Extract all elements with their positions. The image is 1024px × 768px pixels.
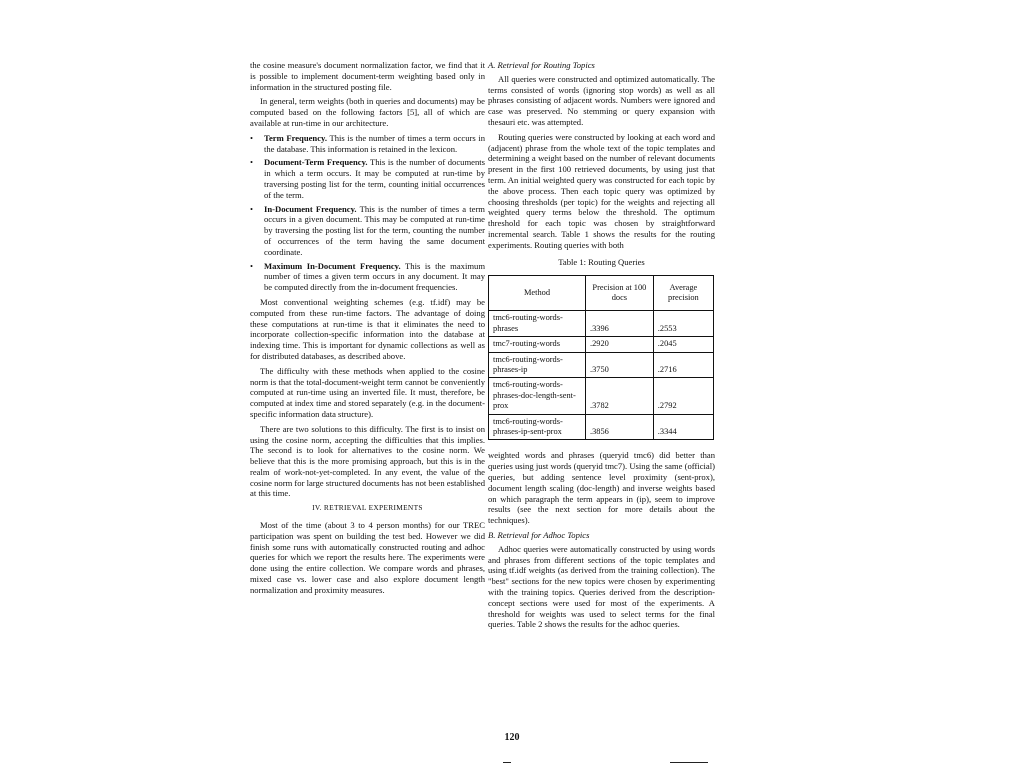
list-item-term: Maximum In-Document Frequency. <box>264 260 401 271</box>
column-header: Precision at 100 docs <box>586 276 654 311</box>
column-header: Method <box>489 276 586 311</box>
list-item-term: Term Frequency. <box>264 132 327 143</box>
list-item-text: This is the number of times a term occurs in a given document. This may be computed at run-time by traversing the posting list for the term, counting the number of occurrences of the term having the same document coordinate. <box>264 203 485 257</box>
list-item-text: This is the number of documents in which a term occurs. It may be computed at run-time by traversing posting list for the term, counting initial occurrences of the term. <box>264 157 485 200</box>
column-header: Average precision <box>653 276 713 311</box>
table-row <box>489 337 714 352</box>
table-cell: .3396 <box>586 311 654 337</box>
table-cell: .2792 <box>653 378 713 414</box>
paragraph: All queries were constructed and optimized automatically. The terms consisted of words (ignoring stop words) as well as all phrases consisting of adjacent words. Numbers were ignored and case was preserved. No stemming or query expansion with thesauri etc. was attempted. <box>488 73 715 127</box>
list-item <box>250 157 485 200</box>
list-item-text: This is the maximum number of times a given term occurs in any document. It may be computed directly from the in-document frequencies. <box>264 260 486 293</box>
paragraph: weighted words and phrases (queryid tmc6) did better than queries using just words (queryid tmc7). Using the same (official) queries, but adding sentence level proximity (sent-prox), document length scaling (doc-length) and inverse weights based on which paragraph the term appears in (ip), seem to improve results (see the next section for more details about the techniques). <box>488 450 715 526</box>
table-row <box>489 352 714 378</box>
scan-mark <box>503 762 511 763</box>
paragraph: The difficulty with these methods when applied to the cosine norm is that the total-document-weight term cannot be conveniently computed at run-time using an inverted file. It must, therefore, be computed at index time and stored separately (e.g. in the document-specific information data structure). <box>250 365 485 419</box>
list-item-text: This is the number of times a term occurs in the database. This information is retained in the lexicon. <box>264 132 486 154</box>
paragraph: Routing queries were constructed by looking at each word and (adjacent) phrase from the whole text of the topic templates and determining a weight based on the number of relevant documents present in the first 100 retrieved documents, by using just that term. An initial weighted query was constructed for each topic by the above process. Then each topic query was optimized by choosing thresholds (per topic) for the weights and rejecting all weighted query terms below the threshold. The optimum threshold for each topic was chosen by straightforward incremental search. Table 1 shows the results for the routing experiments. Routing queries with both <box>488 131 715 250</box>
subsection-heading: B. Retrieval for Adhoc Topics <box>488 529 590 540</box>
table-caption: Table 1: Routing Queries <box>558 256 645 267</box>
table-cell: .3344 <box>653 414 713 440</box>
table-cell: .2553 <box>653 311 713 337</box>
paragraph: Most of the time (about 3 to 4 person months) for our TREC participation was spent on building the test bed. However we did finish some runs with automatically constructed routing and adhoc queries for which we report the results here. The experiments were done using the entire collection. We compare words and phrases, mixed case vs. lower case and also explore document length normalization and proximity measures. <box>250 520 485 595</box>
table-cell: .2716 <box>653 352 713 378</box>
list-item <box>250 133 485 155</box>
table-cell: tmc6-routing-words-phrases <box>489 311 586 337</box>
right-column <box>488 60 715 634</box>
routing-queries-table <box>488 275 714 440</box>
table-header-row <box>489 276 714 311</box>
page-number: 120 <box>504 732 520 743</box>
paragraph: the cosine measure's document normalization factor, we find that it is possible to implement document-term weighting based only in information in the structured posting file. <box>250 60 485 92</box>
table-cell: .3782 <box>586 378 654 414</box>
paragraph: Adhoc queries were automatically constructed by using words and phrases from different sections of the topic templates and using tf.idf weights (as derived from the training collection). The "best" sections for the new topics were chosen by experimenting with the training topics. Queries derived from the description-concept sections were used for most of the experiments. A threshold for weights was used to select terms for the final queries. Table 2 shows the results for the adhoc queries. <box>488 543 715 630</box>
section-heading: IV. RETRIEVAL EXPERIMENTS <box>312 503 423 513</box>
scan-mark <box>670 762 708 763</box>
table-cell: .3856 <box>586 414 654 440</box>
table-cell: .3750 <box>586 352 654 378</box>
paragraph: Most conventional weighting schemes (e.g. tf.idf) may be computed from these run-time factors. The advantage of doing these computations at run-time is that it eliminates the need to incorporate collection-specific information into the database at indexing time. This is important for dynamic collections as well as for distributed databases, as described above. <box>250 296 485 361</box>
left-column <box>250 60 485 600</box>
table-row <box>489 378 714 414</box>
table-cell: tmc6-routing-words-phrases-ip <box>489 352 586 378</box>
subsection-heading: A. Retrieval for Routing Topics <box>488 60 595 70</box>
table-cell: .2045 <box>653 337 713 352</box>
list-item-term: In-Document Frequency. <box>264 203 357 214</box>
table-cell: tmc6-routing-words-phrases-doc-length-sent-prox <box>489 378 586 414</box>
table-cell: tmc6-routing-words-phrases-ip-sent-prox <box>489 414 586 440</box>
paragraph: There are two solutions to this difficulty. The first is to insist on using the cosine norm, accepting the difficulties that this implies. The second is to look for alternatives to the cosine norm. We believe that this is the more promising approach, but this is in the realm of work-not-yet-completed. In any event, the value of the cosine norm for large structured documents has not been established at this time. <box>250 423 485 499</box>
table-row <box>489 311 714 337</box>
list-item <box>250 204 485 258</box>
list-item <box>250 261 485 293</box>
paragraph: In general, term weights (both in queries and documents) may be computed based on the following factors [5], all of which are available at run-time in our architecture. <box>250 96 485 128</box>
table-cell: tmc7-routing-words <box>489 337 586 352</box>
factor-list <box>250 133 485 293</box>
table-row <box>489 414 714 440</box>
table-cell: .2920 <box>586 337 654 352</box>
list-item-term: Document-Term Frequency. <box>264 157 368 168</box>
